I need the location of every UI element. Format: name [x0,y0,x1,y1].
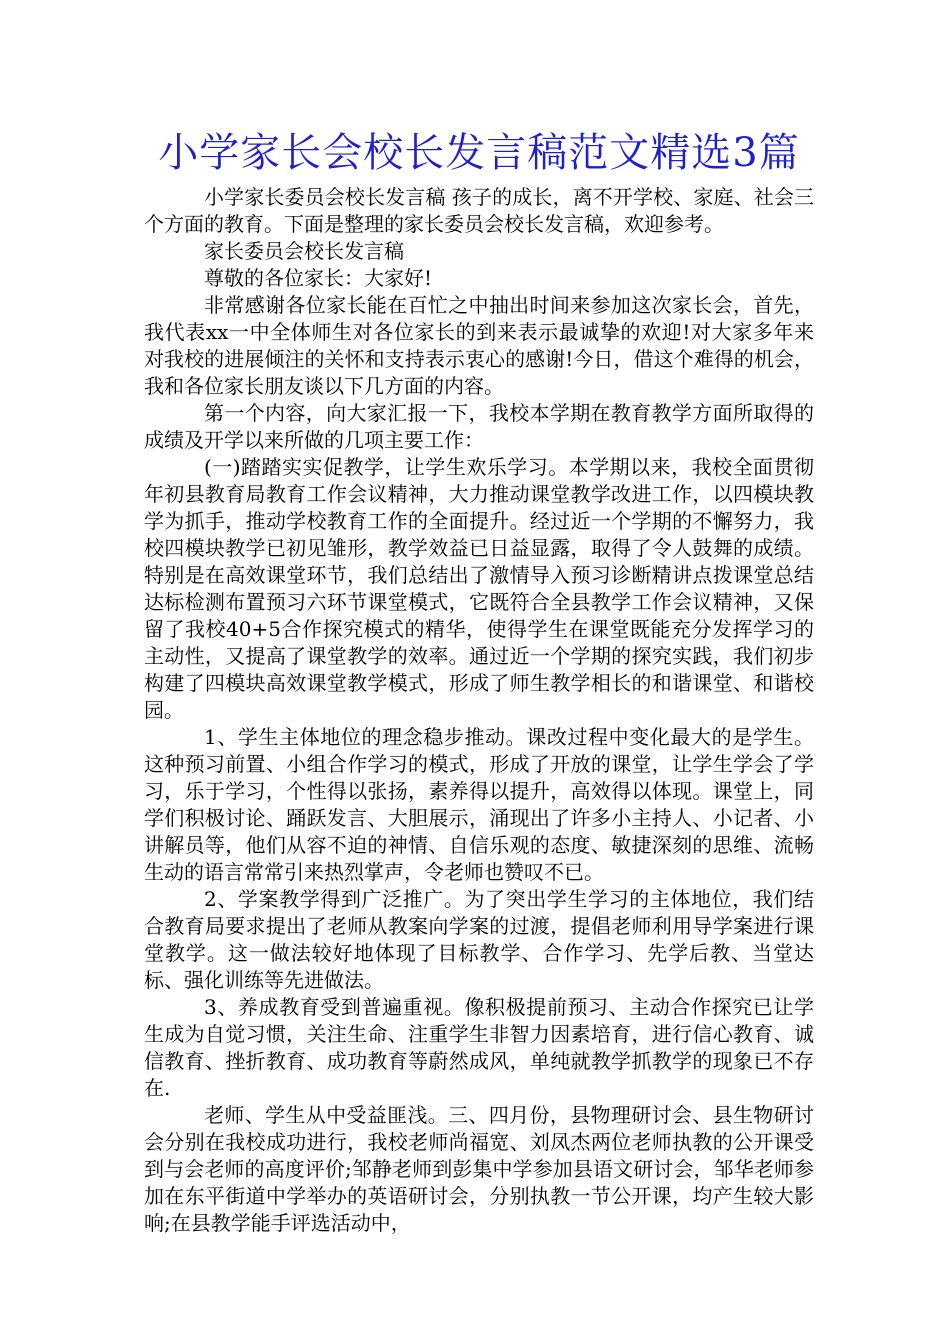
paragraph-first-content: 第一个内容，向大家汇报一下，我校本学期在教育教学方面所取得的成绩及开学以来所做的几项主要工作： [144,401,814,452]
paragraph-teaching: (一)踏踏实实促教学，让学生欢乐学习。本学期以来，我校全面贯彻年初县教育局教育工作会议精神，大力推动课堂教学改进工作，以四模块教学为抓手，推动学校教育工作的全面提升。经过近一个学期的不懈努力，我校四模块教学已初见雏形，教学效益已日益显露，取得了令人鼓舞的成绩。特别是在高效课堂环节，我们总结出了激情导入预习诊断精讲点拨课堂总结达标检测布置预习六环节课堂模式，它既符合全县教学工作会议精神，又保留了我校40+5合作探究模式的精华，使得学生在课堂既能充分发挥学习的主动性，又提高了课堂教学的效率。通过近一个学期的探究实践，我们初步构建了四模块高效课堂教学模式，形成了师生教学相长的和谐课堂、和谐校园。 [144,455,814,722]
paragraph-point-1: 1、学生主体地位的理念稳步推动。课改过程中变化最大的是学生。这种预习前置、小组合作学习的模式，形成了开放的课堂，让学生学会了学习，乐于学习，个性得以张扬，素养得以提升，高效得以体现。课堂上，同学们积极讨论、踊跃发言、大胆展示，涌现出了许多小主持人、小记者、小讲解员等，他们从容不迫的神情、自信乐观的态度、敏捷深刻的思维、流畅生动的语言常常引来热烈掌声，令老师也赞叹不已。 [144,725,814,884]
paragraph-point-3: 3、养成教育受到普遍重视。像积极提前预习、主动合作探究已让学生成为自觉习惯，关注生命、注重学生非智力因素培育，进行信心教育、诚信教育、挫折教育、成功教育等蔚然成风，单纯就教学抓教学的现象已不存在. [144,995,814,1100]
paragraph-point-2: 2、学案教学得到广泛推广。为了突出学生学习的主体地位，我们结合教育局要求提出了老师从教案向学案的过渡，提倡老师利用导学案进行课堂教学。这一做法较好地体现了目标教学、合作学习、先学后教、当堂达标、强化训练等先进做法。 [144,887,814,992]
paragraph-subtitle: 家长委员会校长发言稿 [204,239,404,263]
paragraph-benefit: 老师、学生从中受益匪浅。三、四月份，县物理研讨会、县生物研讨会分别在我校成功进行，我校老师尚福宽、刘凤杰两位老师执教的公开课受到与会老师的高度评价;邹静老师到彭集中学参加县语文研讨会，邹华老师参加在东平街道中学举办的英语研讨会，分别执教一节公开课，均产生较大影响;在县教学能手评选活动中， [144,1103,814,1235]
document-title: 小学家长会校长发言稿范文精选3篇 [158,130,800,176]
paragraph-welcome: 非常感谢各位家长能在百忙之中抽出时间来参加这次家长会，首先，我代表xx一中全体师生对各位家长的到来表示最诚挚的欢迎!对大家多年来对我校的进展倾注的关怀和支持表示衷心的感谢!今日，借这个难得的机会，我和各位家长朋友谈以下几方面的内容。 [144,293,814,398]
paragraph-intro: 小学家长委员会校长发言稿 孩子的成长，离不开学校、家庭、社会三个方面的教育。下面是整理的家长委员会校长发言稿，欢迎参考。 [144,185,814,236]
paragraph-salutation: 尊敬的各位家长：大家好! [204,266,433,290]
